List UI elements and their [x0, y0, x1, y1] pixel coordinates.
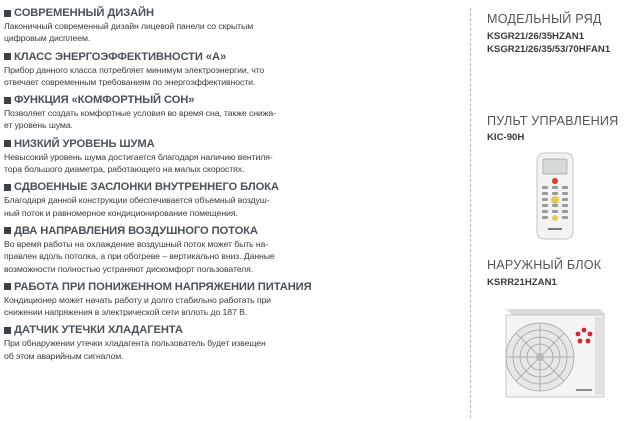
feature-title: ДАТЧИК УТЕЧКИ ХЛАДАГЕНТА	[14, 324, 183, 337]
square-bullet-icon	[4, 327, 11, 334]
square-bullet-icon	[4, 53, 11, 60]
feature-dual-louvers	[4, 180, 316, 219]
feature-title: СОВРЕМЕННЫЙ ДИЗАЙН	[14, 7, 154, 19]
outdoor-model: KSRR21HZAN1	[487, 277, 557, 288]
outdoor-unit-section	[487, 258, 626, 290]
feature-description: При обнаружении утечки хладагента пользователь будет извещен об этом аварийным сигналом.	[4, 338, 266, 361]
feature-leak-sensor	[4, 323, 316, 362]
features-list	[4, 6, 316, 367]
square-bullet-icon	[4, 184, 11, 191]
feature-low-noise	[4, 137, 316, 176]
feature-description: Прибор данного класса потребляет минимум электроэнергии, что отвечает современным требованиям по энергоэффективности.	[4, 64, 265, 87]
feature-title: НИЗКИЙ УРОВЕНЬ ШУМА	[14, 137, 155, 150]
feature-comfort-sleep	[4, 93, 316, 132]
feature-energy-class	[4, 50, 316, 89]
square-bullet-icon	[4, 140, 11, 147]
feature-description: Лаконичный современный дизайн лицевой панели со скрытым цифровым дисплеем.	[4, 21, 254, 44]
feature-title: СДВОЕННЫЕ ЗАСЛОНКИ ВНУТРЕННЕГО БЛОКА	[14, 181, 279, 194]
feature-title: ФУНКЦИЯ «КОМФОРТНЫЙ СОН»	[14, 94, 195, 107]
remote-model: KIC-90H	[487, 132, 525, 143]
outdoor-unit-image	[500, 303, 610, 401]
feature-description: Позволяет создать комфортные условия во время сна, также снижа- ет уровень шума.	[4, 108, 276, 131]
model-range-heading: МОДЕЛЬНЫЙ РЯД	[487, 12, 602, 26]
feature-description: Невысокий уровень шума достигается благодаря наличию вентиля- тора большого диаметра, работающего на малых скоростях.	[4, 151, 273, 175]
feature-description: Кондиционер может начать работу и долго стабильно работать при снижении напряжения в электрической сети вплоть до 187 В.	[4, 294, 271, 318]
square-bullet-icon	[4, 227, 11, 234]
remote-heading: ПУЛЬТ УПРАВЛЕНИЯ	[487, 114, 619, 128]
feature-description: Благодаря данной конструкции обеспечивается объемный воздуш- ный поток и равномерное кондиционирование помещения.	[4, 195, 270, 218]
model-range-section	[487, 12, 626, 56]
feature-title: ДВА НАПРАВЛЕНИЯ ВОЗДУШНОГО ПОТОКА	[14, 224, 258, 237]
feature-low-voltage	[4, 280, 316, 319]
outdoor-heading: НАРУЖНЫЙ БЛОК	[487, 258, 602, 272]
dashed-divider	[470, 8, 471, 418]
square-bullet-icon	[4, 283, 11, 290]
remote-section	[487, 114, 626, 145]
square-bullet-icon	[4, 97, 11, 104]
remote-control-image	[536, 152, 574, 240]
feature-title: КЛАСС ЭНЕРГОЭФФЕКТИВНОСТИ «А»	[14, 50, 227, 63]
feature-modern-design	[4, 6, 316, 45]
feature-airflow-directions	[4, 224, 316, 275]
feature-title: РАБОТА ПРИ ПОНИЖЕННОМ НАПРЯЖЕНИИ ПИТАНИЯ	[14, 280, 312, 293]
feature-description: Во время работы на охлаждение воздушный поток может быть на- правлен вдоль потолка, а при обогреве – вертикально вниз. Данные возможности полностью устраняют дискомфорт пользователя.	[4, 238, 275, 274]
model-range-line-2: KSGR21/26/35/53/70HFAN1	[487, 43, 611, 55]
square-bullet-icon	[4, 10, 11, 17]
model-range-line-1: KSGR21/26/35HZAN1	[487, 31, 585, 42]
